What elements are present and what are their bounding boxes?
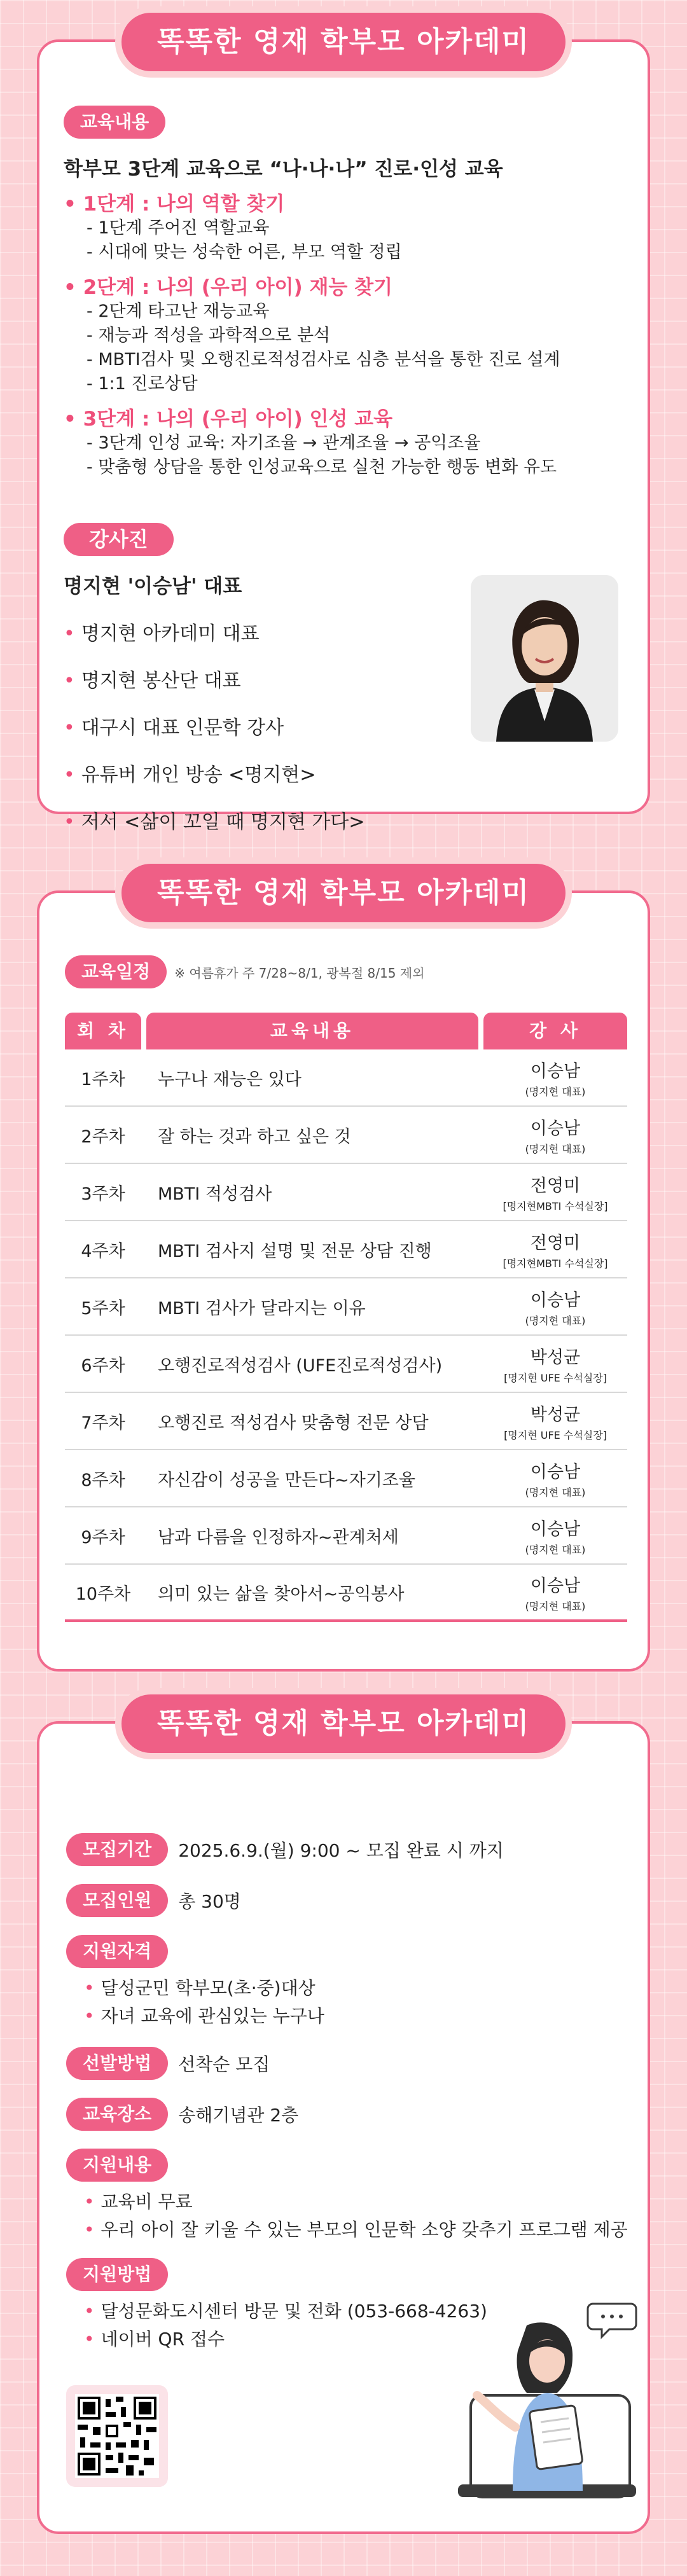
week-cell: 10주차: [75, 1584, 131, 1604]
week-cell: 5주차: [81, 1298, 125, 1319]
recruitment-panel: [37, 1707, 650, 2534]
table-row: [65, 1565, 627, 1622]
selection-tag: 선발방법: [66, 2047, 168, 2080]
support-row: [66, 2149, 168, 2182]
week-cell: 1주차: [81, 1069, 125, 1090]
step-detail: - 재능과 적성을 과학적으로 분석: [87, 326, 331, 345]
instructor-cell: [483, 1515, 627, 1556]
period-tag: 모집기간: [66, 1833, 168, 1866]
instructor-role: (명지현 대표): [525, 1543, 586, 1556]
content-cell: MBTI 적성검사: [158, 1184, 272, 1204]
instructor-name: 박성균: [530, 1347, 581, 1368]
table-row: [65, 1049, 627, 1107]
selection-value: 선착순 모집: [178, 2054, 270, 2075]
instructor-role: [명지현MBTI 수석실장]: [503, 1200, 608, 1212]
selection-row: [66, 2047, 270, 2080]
step-detail: - MBTI검사 및 오행진로적성검사로 심층 분석을 통한 진로 설계: [87, 350, 560, 370]
step-detail: - 2단계 타고난 재능교육: [87, 301, 270, 321]
header-instructor: 강 사: [483, 1013, 627, 1049]
week-cell: 8주차: [81, 1470, 125, 1490]
education-content-tag: 교육내용: [64, 106, 165, 139]
instructor-cell: [483, 1343, 627, 1385]
qualification-row: [66, 1935, 168, 1968]
content-cell: 남과 다름을 인정하자~관계처세: [158, 1527, 399, 1548]
instructor-name: 박성균: [530, 1404, 581, 1425]
table-row: [65, 1164, 627, 1221]
schedule-note: ※ 여름휴가 주 7/28~8/1, 광복절 8/15 제외: [174, 965, 425, 981]
content-cell: 오행진로적성검사 (UFE진로적성검사): [158, 1355, 443, 1376]
list-item: • 네이버 QR 접수: [84, 2325, 487, 2353]
content-cell: MBTI 검사가 달라지는 이유: [158, 1298, 366, 1319]
period-value: 2025.6.9.(월) 9:00 ~ 모집 완료 시 까지: [178, 1840, 504, 1861]
instructor-cell: [483, 1458, 627, 1499]
schedule-tag: 교육일정: [65, 955, 167, 988]
schedule-table: [65, 1013, 627, 1622]
instructor-role: (명지현 대표): [525, 1486, 586, 1499]
table-row: [65, 1336, 627, 1393]
lecturer-photo: [471, 575, 618, 742]
instructor-name: 이승남: [530, 1519, 581, 1539]
table-row: [65, 1393, 627, 1450]
place-tag: 교육장소: [66, 2098, 168, 2131]
content-cell: 의미 있는 삶을 찾아서~공익봉사: [158, 1584, 405, 1604]
instructor-cell: [483, 1172, 627, 1213]
instructor-cell: [483, 1057, 627, 1098]
support-tag: 지원내용: [66, 2149, 168, 2182]
panel-title: 똑똑한 영재 학부모 아카데미: [121, 1694, 566, 1753]
count-tag: 모집인원: [66, 1884, 168, 1917]
method-tag: 지원방법: [66, 2258, 168, 2291]
step-detail: - 3단계 인성 교육: 자기조율 → 관계조율 → 공익조율: [87, 433, 481, 453]
week-cell: 6주차: [81, 1355, 125, 1376]
step-detail: - 맞춤형 상담을 통한 인성교육으로 실천 가능한 행동 변화 유도: [87, 457, 557, 477]
method-row: [66, 2258, 168, 2291]
place-row: [66, 2098, 298, 2131]
list-item: • 교육비 무료: [84, 2188, 628, 2216]
list-item: • 달성문화도시센터 방문 및 전화 (053-668-4263): [84, 2297, 487, 2325]
instructor-cell: [483, 1572, 627, 1613]
instructor-role: (명지현 대표): [525, 1142, 586, 1155]
list-item: • 자녀 교육에 관심있는 누구나: [84, 2002, 324, 2030]
lecturer-career-item: • 명지현 아카데미 대표: [64, 618, 623, 646]
woman-with-document-illustration: [452, 2300, 640, 2502]
week-cell: 9주차: [81, 1527, 125, 1548]
content-cell: 자신감이 성공을 만든다~자기조율: [158, 1470, 415, 1490]
step-heading: • 3단계 : 나의 (우리 아이) 인성 교육: [64, 403, 623, 431]
panel-title: 똑똑한 영재 학부모 아카데미: [121, 864, 566, 922]
content-cell: 잘 하는 것과 하고 싶은 것: [158, 1126, 351, 1147]
header-week: 회 차: [65, 1013, 141, 1049]
instructor-role: (명지현 대표): [525, 1600, 586, 1612]
week-cell: 2주차: [81, 1126, 125, 1147]
list-item: • 달성군민 학부모(초·중)대상: [84, 1974, 324, 2002]
step-heading: • 1단계 : 나의 역할 찾기: [64, 188, 623, 216]
step-detail: - 시대에 맞는 성숙한 어른, 부모 역할 정립: [87, 242, 402, 262]
education-intro: 학부모 3단계 교육으로 “나·나·나” 진로·인성 교육: [64, 158, 503, 181]
instructor-role: [명지현MBTI 수석실장]: [503, 1257, 608, 1270]
table-header: [65, 1013, 627, 1049]
period-row: [66, 1833, 504, 1866]
qr-code-icon[interactable]: [66, 2385, 168, 2487]
instructor-role: [명지현 UFE 수석실장]: [504, 1371, 607, 1384]
step-heading: • 2단계 : 나의 (우리 아이) 재능 찾기: [64, 271, 623, 300]
instructor-name: 이승남: [530, 1118, 581, 1139]
lecturer-career-item: • 대구시 대표 인문학 강사: [64, 712, 623, 740]
instructor-name: 전영미: [530, 1233, 581, 1253]
instructor-name: 이승남: [530, 1462, 581, 1482]
instructor-name: 전영미: [530, 1175, 581, 1196]
instructor-name: 이승남: [530, 1290, 581, 1310]
instructor-cell: [483, 1229, 627, 1270]
table-row: [65, 1107, 627, 1164]
support-list: [84, 2188, 628, 2244]
content-cell: 오행진로 적성검사 맞춤형 전문 상담: [158, 1413, 429, 1433]
week-cell: 7주차: [81, 1413, 125, 1433]
week-cell: 4주차: [81, 1241, 125, 1261]
step-detail: - 1:1 진로상담: [87, 374, 198, 394]
instructor-cell: [483, 1114, 627, 1156]
week-cell: 3주차: [81, 1184, 125, 1204]
education-content-panel: [37, 25, 650, 833]
lecturer-tag: 강사진: [64, 523, 174, 556]
table-row: [65, 1450, 627, 1507]
qualification-tag: 지원자격: [66, 1935, 168, 1968]
instructor-cell: [483, 1286, 627, 1327]
panel-title: 똑똑한 영재 학부모 아카데미: [121, 13, 566, 71]
lecturer-career-item: • 명지현 봉산단 대표: [64, 665, 623, 693]
step-detail: - 1단계 주어진 역할교육: [87, 218, 270, 238]
table-row: [65, 1278, 627, 1336]
schedule-panel: [37, 876, 650, 1672]
table-row: [65, 1221, 627, 1278]
lecturer-career-item: • 저서 <삶이 꼬일 때 명지현 가다>: [64, 806, 623, 834]
instructor-name: 이승남: [530, 1061, 581, 1081]
instructor-role: (명지현 대표): [525, 1314, 586, 1327]
method-list: [84, 2297, 487, 2353]
instructor-name: 이승남: [530, 1575, 581, 1596]
count-row: [66, 1884, 241, 1917]
instructor-cell: [483, 1401, 627, 1442]
count-value: 총 30명: [178, 1891, 241, 1912]
content-cell: MBTI 검사지 설명 및 전문 상담 진행: [158, 1241, 432, 1261]
lecturer-name: 명지현 '이승남' 대표: [64, 575, 242, 598]
instructor-role: [명지현 UFE 수석실장]: [504, 1429, 607, 1441]
instructor-role: (명지현 대표): [525, 1085, 586, 1098]
lecturer-career-item: • 유튜버 개인 방송 <명지현>: [64, 759, 623, 787]
list-item: • 우리 아이 잘 키울 수 있는 부모의 인문학 소양 갖추기 프로그램 제공: [84, 2216, 628, 2244]
header-content: 교육내용: [146, 1013, 478, 1049]
qualification-list: [84, 1974, 324, 2030]
table-row: [65, 1507, 627, 1565]
content-cell: 누구나 재능은 있다: [158, 1069, 302, 1090]
place-value: 송해기념관 2층: [178, 2105, 299, 2126]
